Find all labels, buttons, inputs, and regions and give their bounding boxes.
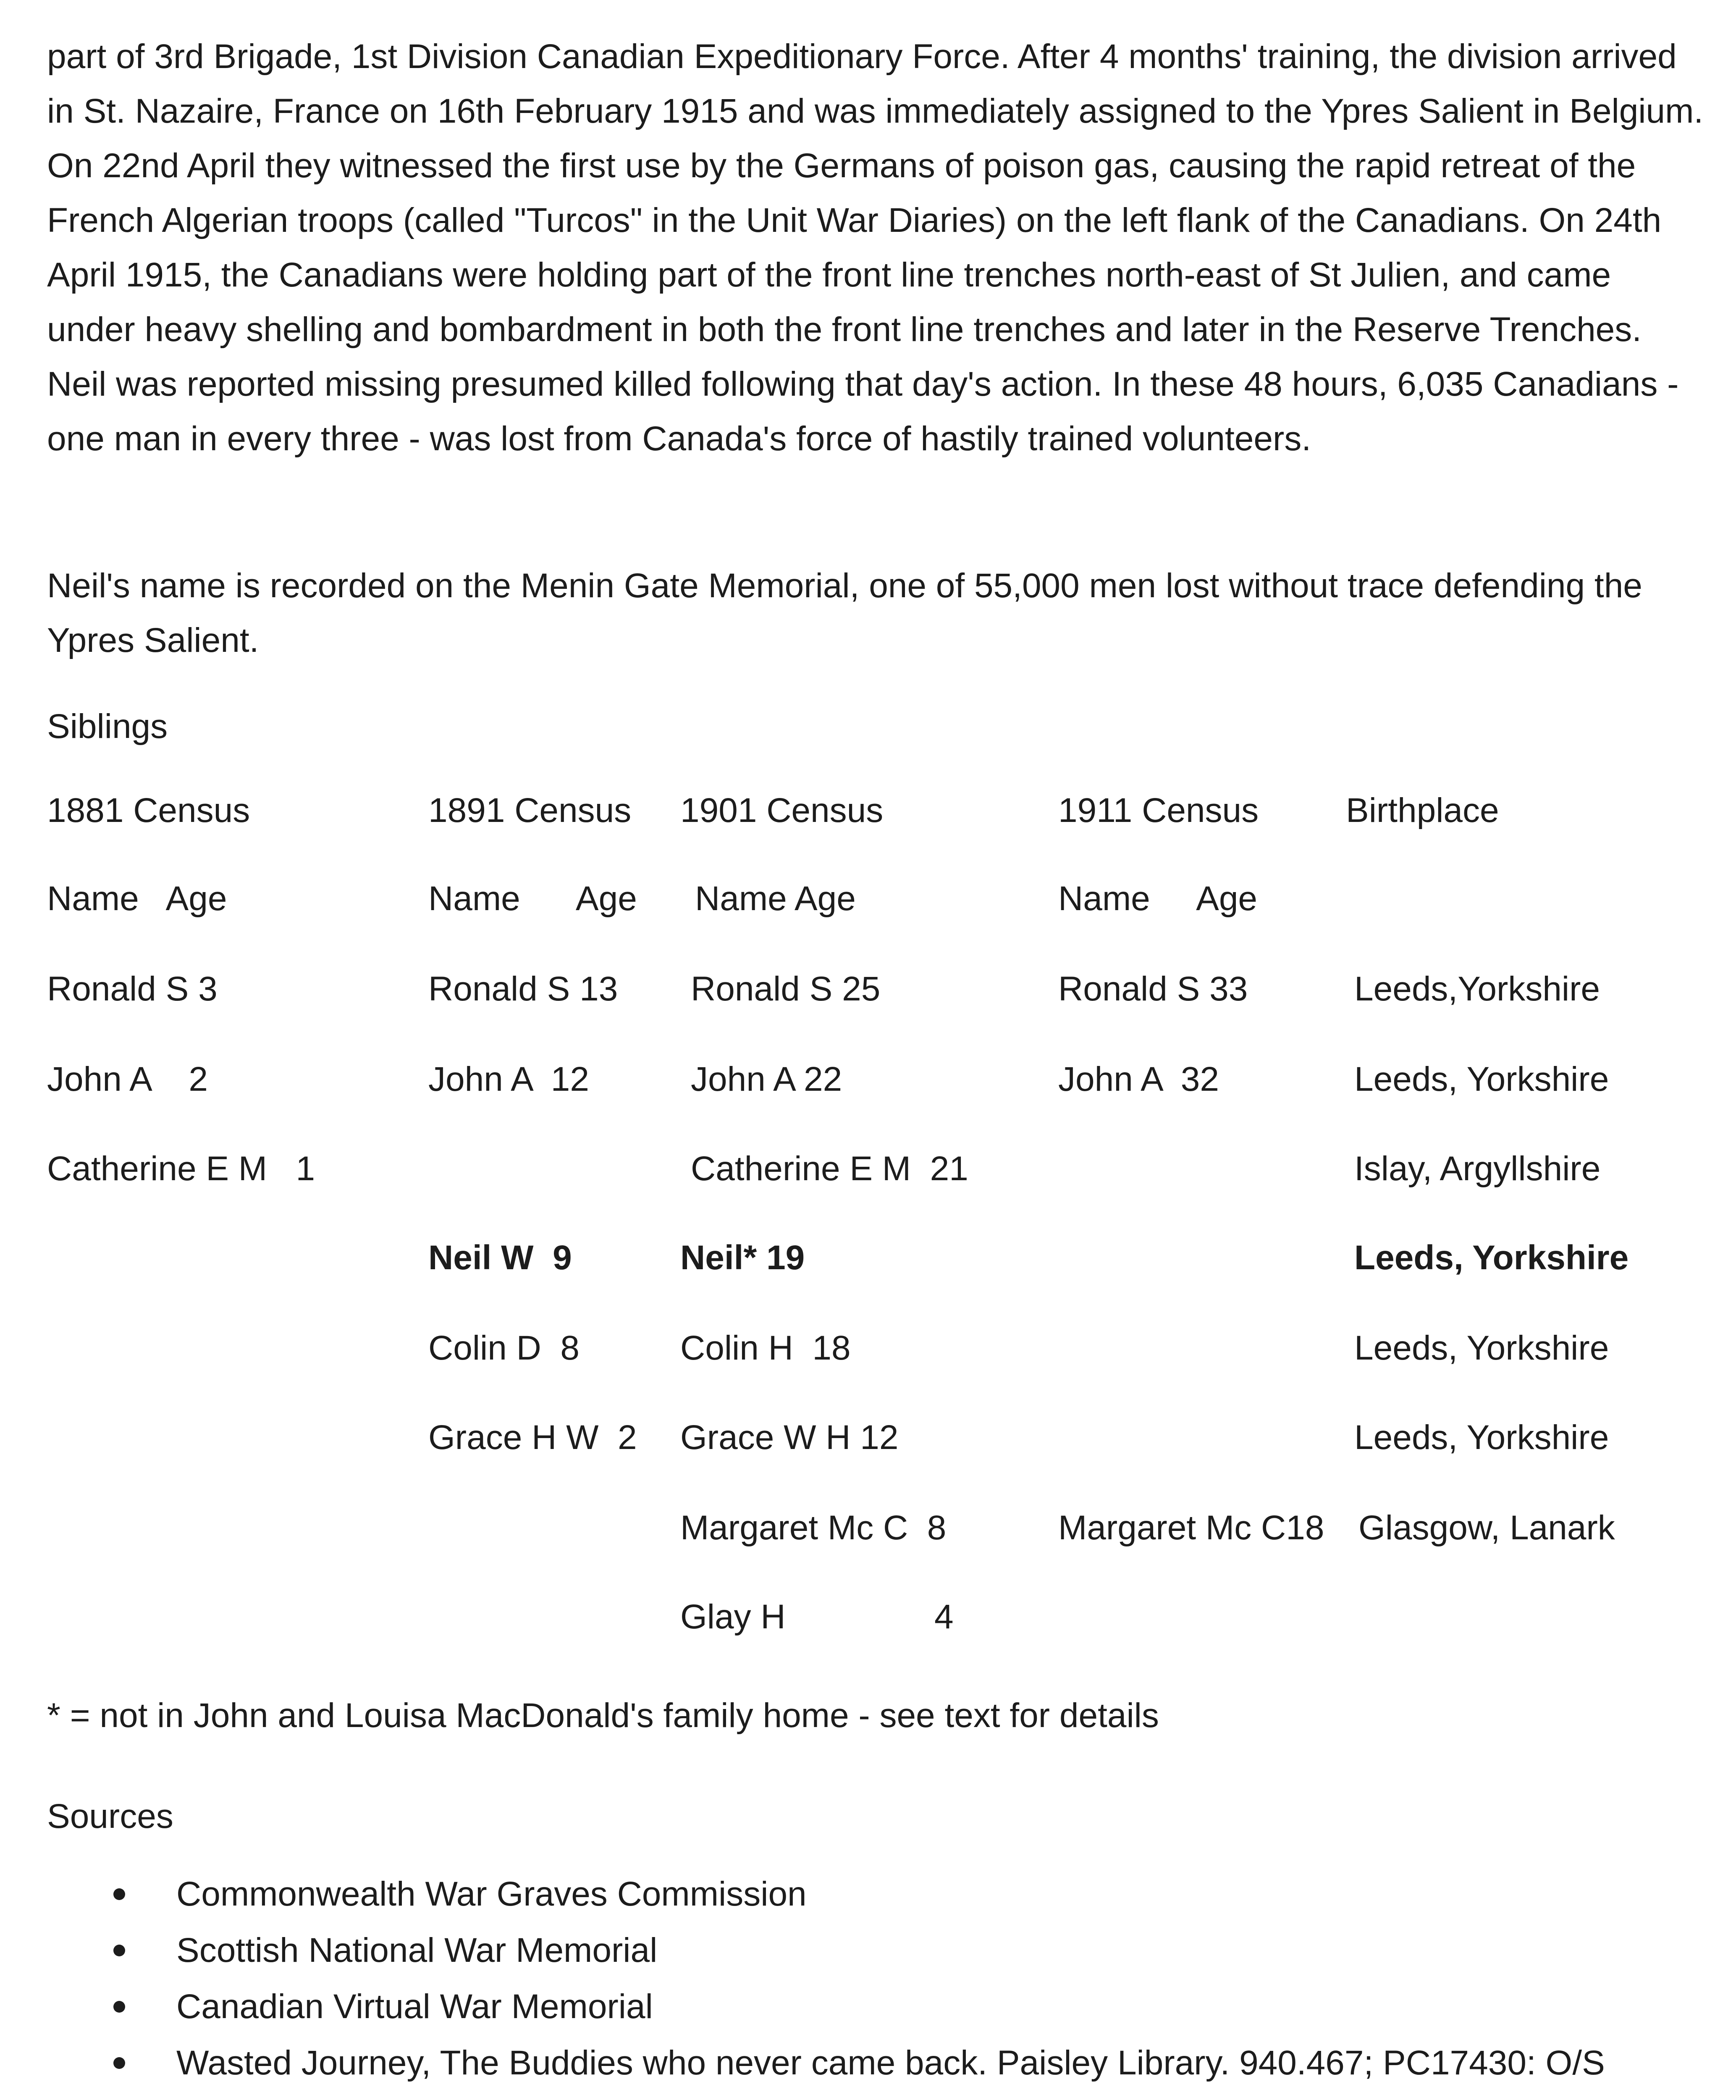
cell-1901: Ronald S 25 — [691, 970, 881, 1008]
list-item: Wasted Journey, The Buddies who never came back. Paisley Library. 940.467; PC17430: O/S — [0, 2042, 1605, 2098]
cell-1911: Margaret Mc C18 — [1058, 1509, 1324, 1547]
cell-1901: Neil* 19 — [680, 1239, 805, 1277]
header-1881: 1881 Census — [47, 791, 250, 830]
memorial-paragraph: Neil's name is recorded on the Menin Gate Memorial, one of 55,000 men lost without trace defending the Ypres Salient. — [47, 567, 1642, 659]
subheader-1911: Name Age — [1058, 879, 1258, 918]
cell-1881: Catherine E M 1 — [47, 1150, 315, 1188]
subheader-1891: Name Age — [428, 879, 637, 918]
header-1901: 1901 Census — [680, 791, 884, 830]
subheader-1901: Name Age — [695, 879, 856, 918]
cell-1901-age: 4 — [934, 1598, 954, 1636]
cell-1911: John A 32 — [1058, 1060, 1219, 1098]
siblings-heading: Siblings — [47, 707, 168, 746]
cell-1881: John A 2 — [47, 1060, 208, 1098]
cell-birthplace: Leeds,Yorkshire — [1354, 970, 1600, 1008]
list-item: Canadian Virtual War Memorial — [0, 1986, 1605, 2042]
sources-list — [0, 1873, 1605, 2100]
subheader-1881: Name Age — [47, 879, 227, 918]
header-1911: 1911 Census — [1058, 791, 1259, 830]
cell-1901: Glay H — [680, 1598, 786, 1636]
cell-birthplace: Leeds, Yorkshire — [1354, 1239, 1629, 1277]
footnote: * = not in John and Louisa MacDonald's family home - see text for details — [47, 1696, 1159, 1735]
cell-1901: Colin H 18 — [680, 1329, 851, 1367]
cell-birthplace: Leeds, Yorkshire — [1354, 1329, 1609, 1367]
header-1891: 1891 Census — [428, 791, 632, 830]
cell-1901: John A 22 — [691, 1060, 842, 1098]
cell-1901: Catherine E M 21 — [691, 1150, 968, 1188]
cell-1891: Ronald S 13 — [428, 970, 618, 1008]
cell-1891: John A 12 — [428, 1060, 590, 1098]
cell-1911: Ronald S 33 — [1058, 970, 1248, 1008]
cell-1891: Colin D 8 — [428, 1329, 580, 1367]
cell-1891: Grace H W 2 — [428, 1418, 637, 1457]
cell-birthplace: Glasgow, Lanark — [1358, 1509, 1615, 1547]
cell-1891: Neil W 9 — [428, 1239, 572, 1277]
cell-birthplace: Leeds, Yorkshire — [1354, 1060, 1609, 1098]
cell-1901: Margaret Mc C 8 — [680, 1509, 947, 1547]
list-item: Commonwealth War Graves Commission — [0, 1873, 1605, 1929]
cell-1901: Grace W H 12 — [680, 1418, 899, 1457]
cell-birthplace: Islay, Argyllshire — [1354, 1150, 1601, 1188]
war-service-paragraph: part of 3rd Brigade, 1st Division Canadian Expeditionary Force. After 4 months' training, the division arrived in St. Nazaire, France on 16th February 1915 and was immediately assigned to the Ypres Salient in Belgium. On 22nd April they witnessed the first use by the Germans of poison gas, causing the rapid retreat of the French Algerian troops (called "Turcos" in the Unit War Diaries) on the left flank of the Canadians. On 24th April 1915, the Canadians were holding part of the front line trenches north-east of St Julien, and came under heavy shelling and bombardment in both the front line trenches and later in the Reserve Trenches. Neil was reported missing presumed killed following that day's action. In these 48 hours, 6,035 Canadians - one man in every three - was lost from Canada's force of hastily trained volunteers. — [47, 37, 1704, 458]
list-item — [0, 2098, 1605, 2100]
header-birthplace: Birthplace — [1346, 791, 1499, 830]
list-item: Scottish National War Memorial — [0, 1929, 1605, 1986]
cell-birthplace: Leeds, Yorkshire — [1354, 1418, 1609, 1457]
cell-1881: Ronald S 3 — [47, 970, 218, 1008]
sources-heading: Sources — [47, 1797, 173, 1835]
